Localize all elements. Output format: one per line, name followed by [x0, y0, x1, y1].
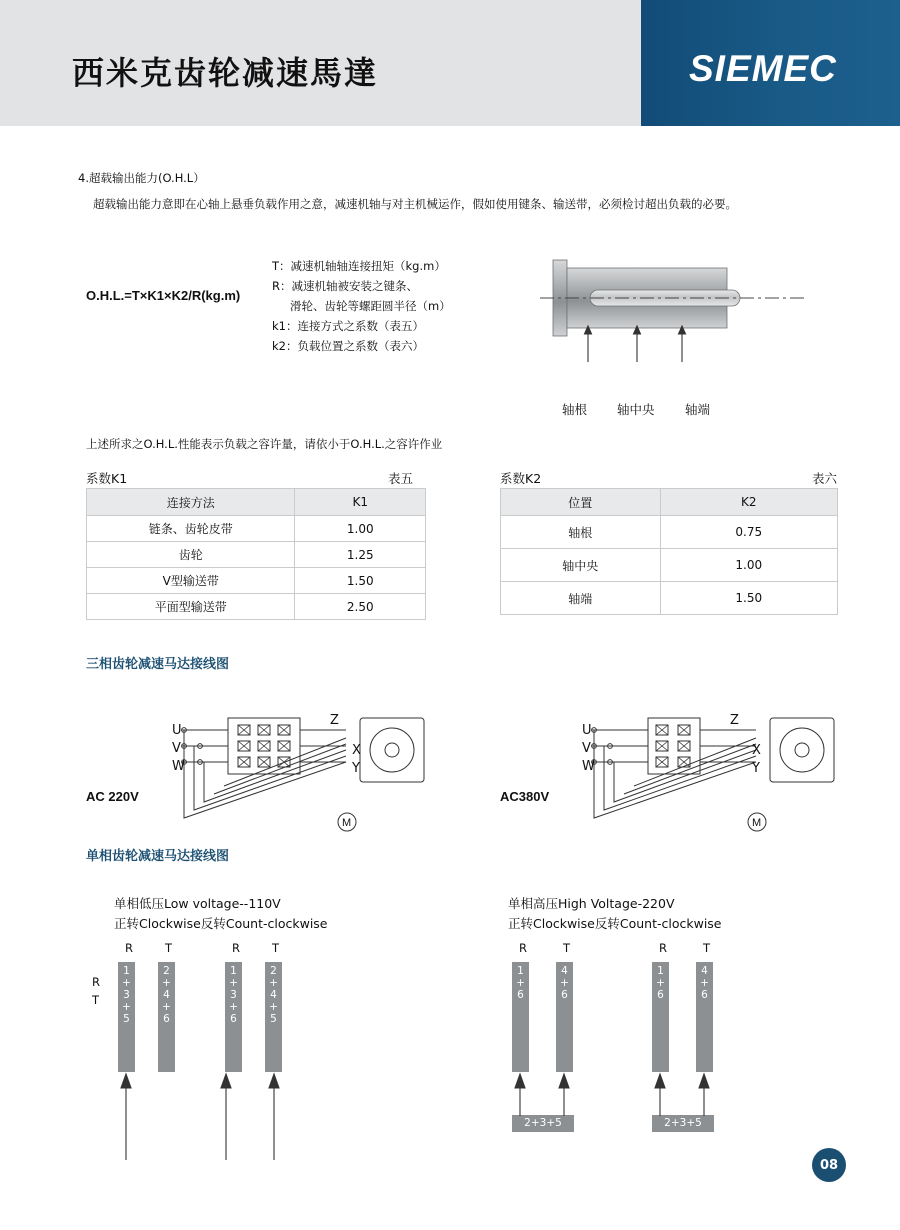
tp-left-W: W	[172, 759, 185, 774]
table-k2-r2c1: 1.50	[660, 582, 837, 615]
table-k1-r1c1: 1.25	[295, 542, 426, 568]
tp-left-X: X	[352, 743, 361, 758]
three-phase-heading: 三相齿轮减速马达接线图	[86, 657, 230, 672]
page-number-badge: 08	[812, 1148, 846, 1182]
table-row	[87, 568, 426, 594]
tp-left-Y: Y	[352, 761, 360, 776]
sp-r-g2-bar1-label: 1 + 6	[656, 965, 665, 1001]
table-k1	[86, 488, 426, 620]
legend-line-3: 滑轮、齿轮等螺距圆半径（m）	[290, 299, 451, 313]
sp-l-g2-T: T	[272, 941, 280, 955]
brand-logo-text: SIEMEC	[689, 48, 837, 89]
three-phase-right-motor-label: M	[752, 817, 762, 829]
table-k1-r3c1: 2.50	[295, 594, 426, 620]
table-k1-number: 表五	[388, 471, 414, 486]
tp-right-Y: Y	[752, 761, 760, 776]
table-k1-r2c1: 1.50	[295, 568, 426, 594]
tp-right-X: X	[752, 743, 761, 758]
table-k1-r0c0: 链条、齿轮皮带	[87, 516, 295, 542]
legend-line-2: R：减速机轴被安装之键条、	[272, 279, 418, 293]
sp-l-g2-bar2-label: 2 + 4 + 5	[269, 965, 278, 1025]
footer-rule	[0, 1219, 900, 1230]
table-k2-r2c0: 轴端	[501, 582, 661, 615]
table-row	[87, 542, 426, 568]
table-k2-caption: 系数K2	[500, 471, 542, 486]
three-phase-left-voltage: AC 220V	[86, 789, 139, 804]
shaft-label-end: 轴端	[685, 402, 711, 417]
sp-r-g1-bar2-label: 4 + 6	[560, 965, 569, 1001]
table-k2	[500, 488, 838, 615]
table-k2-r1c1: 1.00	[660, 549, 837, 582]
page-header	[0, 0, 900, 126]
sp-r-g1-R: R	[519, 941, 527, 955]
table-k1-header-0: 连接方法	[87, 489, 295, 516]
sp-r-g2-bottom: 2+3+5	[652, 1115, 714, 1132]
table-k1-caption: 系数K1	[86, 471, 128, 486]
tp-right-W: W	[582, 759, 595, 774]
sp-l-g1-R: R	[125, 941, 133, 955]
sp-r-g2-R: R	[659, 941, 667, 955]
tp-left-Z: Z	[330, 713, 339, 728]
ohl-formula: O.H.L.=T×K1×K2/R(kg.m)	[86, 288, 241, 303]
table-k1-header-1: K1	[295, 489, 426, 516]
single-phase-heading: 单相齿轮减速马达接线图	[86, 849, 230, 864]
tp-right-Z: Z	[730, 713, 739, 728]
legend-line-4: k1：连接方式之系数（表五）	[272, 319, 424, 333]
legend-line-1: T：减速机轴轴连接扭矩（kg.m）	[272, 259, 446, 273]
three-phase-left-diagram	[150, 700, 440, 840]
shaft-label-root: 轴根	[562, 402, 588, 417]
tp-left-U: U	[172, 723, 182, 738]
header-divider	[0, 126, 900, 129]
tp-right-V: V	[582, 741, 591, 756]
sp-right-line1: 单相高压High Voltage-220V	[508, 896, 675, 911]
sp-r-g1-T: T	[563, 941, 571, 955]
sp-left-line1: 单相低压Low voltage--110V	[114, 896, 281, 911]
table-row	[501, 489, 838, 516]
tp-left-V: V	[172, 741, 181, 756]
section-paragraph: 超载输出能力意即在心轴上悬垂负载作用之意，减速机轴与对主机械运作，假如使用键条、输送带，必须检讨超出负载的必要。	[93, 197, 737, 211]
sp-l-g1-bar2-label: 2 + 4 + 6	[162, 965, 171, 1025]
sp-l-g1-T: T	[165, 941, 173, 955]
sp-l-g2-bar1-label: 1 + 3 + 6	[229, 965, 238, 1025]
table-row	[501, 516, 838, 549]
three-phase-left-motor-label: M	[342, 817, 352, 829]
sp-r-g2-bar2-label: 4 + 6	[700, 965, 709, 1001]
table-k2-header-1: K2	[660, 489, 837, 516]
table-k1-r0c1: 1.00	[295, 516, 426, 542]
page-title: 西米克齿轮减速馬達	[72, 54, 379, 92]
table-k2-r0c1: 0.75	[660, 516, 837, 549]
sp-l-g1-bar1-label: 1 + 3 + 5	[122, 965, 131, 1025]
table-k1-r1c0: 齿轮	[87, 542, 295, 568]
table-k1-r2c0: V型输送带	[87, 568, 295, 594]
sp-left-side-T: T	[92, 993, 100, 1007]
table-k2-r0c0: 轴根	[501, 516, 661, 549]
table-row	[87, 516, 426, 542]
sp-r-g1-bottom: 2+3+5	[512, 1115, 574, 1132]
table-k1-r3c0: 平面型输送带	[87, 594, 295, 620]
sp-left-line2: 正转Clockwise反转Count-clockwise	[114, 916, 328, 931]
brand-panel	[641, 0, 900, 126]
table-k2-header-0: 位置	[501, 489, 661, 516]
sp-left-arrows	[100, 1072, 360, 1162]
ohl-note: 上述所求之O.H.L.性能表示负载之容许量，请依小于O.H.L.之容许作业	[86, 437, 443, 451]
table-row	[87, 594, 426, 620]
table-row	[87, 489, 426, 516]
table-row	[501, 582, 838, 615]
three-phase-right-voltage: AC380V	[500, 789, 550, 804]
sp-right-line2: 正转Clockwise反转Count-clockwise	[508, 916, 722, 931]
section-heading: 4.超载输出能力(O.H.L）	[78, 171, 205, 185]
legend-line-5: k2：负载位置之系数（表六）	[272, 339, 424, 353]
sp-r-g2-T: T	[703, 941, 711, 955]
sp-l-g2-R: R	[232, 941, 240, 955]
table-k2-number: 表六	[812, 471, 838, 486]
tp-right-U: U	[582, 723, 592, 738]
shaft-label-middle: 轴中央	[617, 402, 655, 417]
sp-r-g1-bar1-label: 1 + 6	[516, 965, 525, 1001]
sp-left-side-R: R	[92, 975, 100, 989]
shaft-diagram	[540, 252, 810, 367]
sp-right-arrows	[500, 1072, 740, 1118]
table-k2-r1c0: 轴中央	[501, 549, 661, 582]
table-row	[501, 549, 838, 582]
three-phase-right-diagram	[560, 700, 850, 840]
